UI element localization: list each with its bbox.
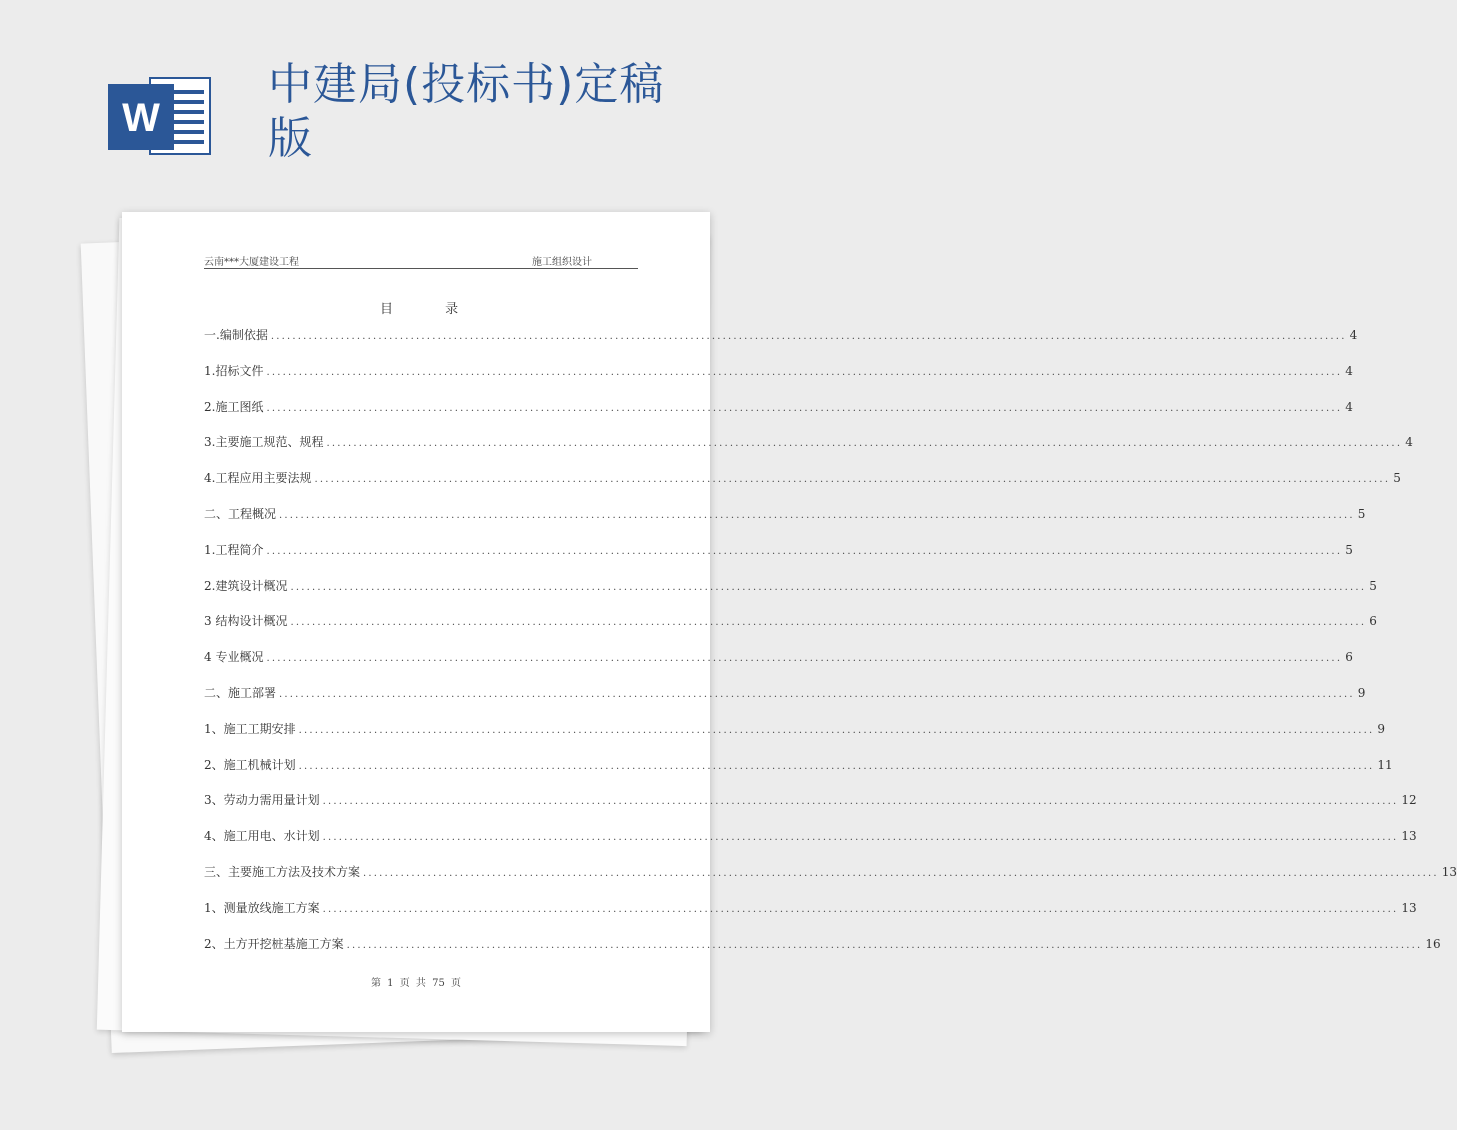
toc-entry-page: 6 xyxy=(1345,650,1353,665)
toc-entry[interactable] xyxy=(204,318,1358,354)
page-header-left: 云南***大厦建设工程 xyxy=(204,257,299,268)
toc-entry[interactable] xyxy=(204,640,1353,676)
toc-leader-dots: ........................................................................................................................................................................................................ xyxy=(266,366,1343,378)
toc-entry-page: 5 xyxy=(1345,542,1353,557)
toc-leader-dots: ........................................................................................................................................................................................................ xyxy=(298,760,1375,772)
table-of-contents xyxy=(204,318,1457,962)
toc-leader-dots: ........................................................................................................................................................................................................ xyxy=(279,688,1355,700)
toc-entry-page: 13 xyxy=(1401,900,1417,915)
toc-entry[interactable] xyxy=(204,425,1413,461)
toc-leader-dots: ........................................................................................................................................................................................................ xyxy=(314,474,1391,486)
toc-entry-text: 2.施工图纸 xyxy=(204,399,264,414)
toc-entry[interactable] xyxy=(204,461,1401,497)
toc-entry[interactable] xyxy=(204,604,1377,640)
toc-entry-page: 5 xyxy=(1393,471,1401,486)
page-header-right: 施工组织设计 xyxy=(532,257,592,268)
toc-entry-text: 3.主要施工规范、规程 xyxy=(204,435,324,450)
toc-entry-page: 4 xyxy=(1349,328,1358,342)
toc-entry[interactable] xyxy=(204,748,1393,784)
toc-entry-text: 二、施工部署 xyxy=(204,685,277,700)
document-title: 中建局(投标书)定稿版 xyxy=(268,59,665,164)
toc-entry-text: 2、土方开挖桩基施工方案 xyxy=(204,936,344,951)
toc-entry-text: 2.建筑设计概况 xyxy=(204,578,288,593)
toc-leader-dots: ........................................................................................................................................................................................................ xyxy=(322,832,1399,844)
toc-entry[interactable] xyxy=(204,676,1366,712)
toc-entry-page: 5 xyxy=(1357,506,1366,521)
toc-entry[interactable] xyxy=(204,819,1417,855)
toc-leader-dots: ........................................................................................................................................................................................................ xyxy=(290,617,1367,629)
toc-entry-text: 1.招标文件 xyxy=(204,363,264,378)
toc-entry-page: 4 xyxy=(1345,363,1353,378)
toc-entry[interactable] xyxy=(204,783,1417,819)
toc-entry-page: 9 xyxy=(1357,685,1366,700)
toc-leader-dots: ........................................................................................................................................................................................................ xyxy=(279,509,1355,521)
toc-entry-page: 4 xyxy=(1345,399,1353,414)
toc-entry-page: 4 xyxy=(1405,435,1413,450)
page-header xyxy=(204,253,638,269)
word-logo-letter: W xyxy=(122,96,160,140)
toc-title: 目 录 xyxy=(380,302,459,317)
toc-leader-dots: ........................................................................................................................................................................................................ xyxy=(290,581,1367,593)
toc-entry[interactable] xyxy=(204,891,1417,927)
toc-leader-dots: ........................................................................................................................................................................................................ xyxy=(363,867,1439,879)
toc-entry-page: 6 xyxy=(1369,614,1377,629)
toc-entry-page: 16 xyxy=(1425,936,1441,951)
toc-entry-page: 13 xyxy=(1401,829,1417,844)
toc-entry-text: 二、工程概况 xyxy=(204,506,277,521)
toc-leader-dots: ........................................................................................................................................................................................................ xyxy=(326,438,1403,450)
toc-leader-dots: ........................................................................................................................................................................................................ xyxy=(322,796,1399,808)
page-footer: 第 1 页 共 75 页 xyxy=(371,978,461,989)
toc-entry-page: 9 xyxy=(1377,721,1386,736)
toc-entry-page: 13 xyxy=(1441,864,1457,879)
toc-entry[interactable] xyxy=(204,390,1353,426)
toc-entry-text: 3 结构设计概况 xyxy=(204,614,288,629)
toc-leader-dots: ........................................................................................................................................................................................................ xyxy=(346,939,1423,951)
toc-entry-text: 2、施工机械计划 xyxy=(204,757,296,772)
toc-entry[interactable] xyxy=(204,712,1386,748)
toc-leader-dots: ........................................................................................................................................................................................................ xyxy=(266,653,1343,665)
toc-entry-text: 1、施工工期安排 xyxy=(204,721,296,736)
word-document-icon xyxy=(108,72,212,160)
toc-leader-dots: ........................................................................................................................................................................................................ xyxy=(322,903,1399,915)
toc-leader-dots: ........................................................................................................................................................................................................ xyxy=(298,724,1375,736)
toc-entry-text: 一.编制依据 xyxy=(204,328,268,342)
toc-entry-page: 5 xyxy=(1369,578,1377,593)
toc-entry[interactable] xyxy=(204,533,1353,569)
toc-entry-text: 1、测量放线施工方案 xyxy=(204,900,320,915)
toc-entry[interactable] xyxy=(204,927,1441,963)
toc-entry[interactable] xyxy=(204,855,1457,891)
toc-entry-text: 1.工程简介 xyxy=(204,542,264,557)
toc-entry[interactable] xyxy=(204,497,1366,533)
toc-entry[interactable] xyxy=(204,354,1353,390)
toc-entry-text: 三、主要施工方法及技术方案 xyxy=(204,864,361,879)
toc-entry-text: 4、施工用电、水计划 xyxy=(204,829,320,844)
document-page xyxy=(122,212,1457,1032)
toc-entry-text: 3、劳动力需用量计划 xyxy=(204,793,320,808)
toc-entry-page: 11 xyxy=(1377,757,1393,772)
toc-entry[interactable] xyxy=(204,569,1377,605)
toc-entry-page: 12 xyxy=(1401,793,1417,808)
toc-entry-text: 4.工程应用主要法规 xyxy=(204,471,312,486)
toc-entry-text: 4 专业概况 xyxy=(204,650,264,665)
toc-leader-dots: ........................................................................................................................................................................................................ xyxy=(270,331,1347,342)
toc-leader-dots: ........................................................................................................................................................................................................ xyxy=(266,402,1343,414)
toc-leader-dots: ........................................................................................................................................................................................................ xyxy=(266,545,1343,557)
